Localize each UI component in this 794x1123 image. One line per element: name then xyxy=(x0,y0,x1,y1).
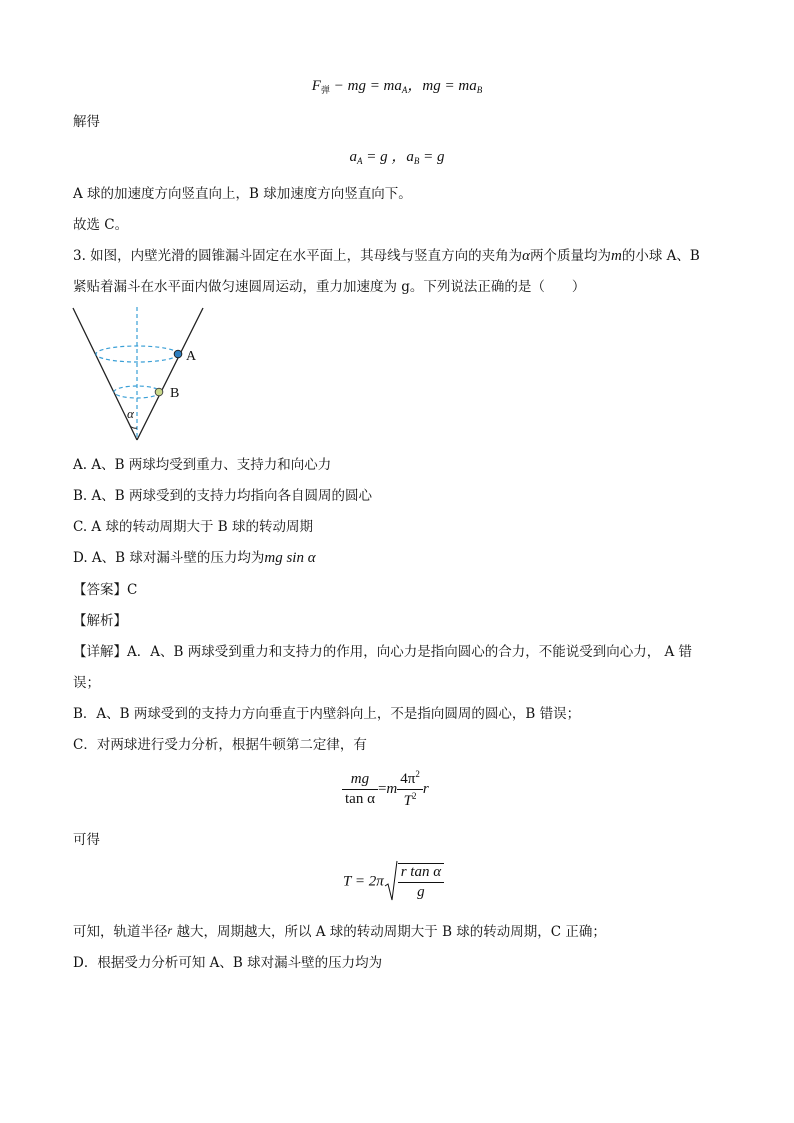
accel-a-symbol: a xyxy=(349,149,357,165)
conclusion-text-b: 越大，周期越大，所以 A 球的转动周期大于 B 球的转动周期，C 正确； xyxy=(172,924,606,940)
label-b: B xyxy=(170,386,180,401)
period-symbol: T xyxy=(403,793,412,809)
text-choose-c: 故选 C。 xyxy=(73,217,129,233)
radicand-denominator: g xyxy=(417,884,425,900)
period-lhs: T = 2π xyxy=(343,873,384,890)
equation-middle: − mg = ma xyxy=(329,78,402,94)
alpha-symbol: α xyxy=(522,248,531,264)
fraction-left-numerator: mg xyxy=(342,771,378,790)
text-acceleration-direction: A 球的加速度方向竖直向上，B 球加速度方向竖直向下。 xyxy=(73,186,412,202)
accel-b-subscript: B xyxy=(413,156,420,166)
equation-period-derivation xyxy=(342,769,429,810)
subscript-b: B xyxy=(476,85,483,95)
question-3-text-a: 3. 如图，内壁光滑的圆锥漏斗固定在水平面上，其母线与竖直方向的夹角为 xyxy=(73,248,523,264)
option-c: C. A 球的转动周期大于 B 球的转动周期 xyxy=(73,519,313,535)
detail-line-c: C．对两球进行受力分析，根据牛顿第二定律，有 xyxy=(73,737,367,753)
text-kede: 可得 xyxy=(73,832,100,848)
equals-sign: = xyxy=(377,780,387,797)
radicand xyxy=(398,863,444,901)
four-pi-exponent: 2 xyxy=(415,769,420,779)
question-3-text-b: 两个质量均为 xyxy=(530,248,612,264)
analysis-title: 【解析】 xyxy=(73,613,127,629)
radius-symbol: r xyxy=(422,780,429,797)
equation-second: ，mg = ma xyxy=(407,78,477,94)
option-d-math: mg sin α xyxy=(264,550,316,566)
conclusion-radius: r xyxy=(167,923,173,937)
detail-line-1: 【详解】A．A、B 两球受到重力和支持力的作用，向心力是指向圆心的合力，不能说受到向心力， A 错 xyxy=(73,644,693,660)
accel-b-symbol: a xyxy=(406,149,414,165)
equation-period-result xyxy=(343,860,444,904)
question-3-line-1 xyxy=(73,244,700,265)
radical-sign xyxy=(384,860,398,904)
option-a: A. A、B 两球均受到重力、支持力和向心力 xyxy=(73,457,332,473)
funnel-figure xyxy=(70,305,215,445)
force-subscript: 弹 xyxy=(320,85,330,95)
mass-symbol-eq: m xyxy=(386,780,398,797)
option-b: B. A、B 两球受到的支持力均指向各自圆周的圆心 xyxy=(73,488,372,504)
mass-symbol: m xyxy=(611,248,622,264)
accel-a-value: = g ， xyxy=(362,149,407,165)
detail-line-d: D．根据受力分析可知 A、B 球对漏斗壁的压力均为 xyxy=(73,955,383,971)
force-symbol: F xyxy=(311,78,321,94)
label-a: A xyxy=(186,349,197,364)
fraction-left xyxy=(342,771,378,808)
accel-a-subscript: A xyxy=(357,156,363,166)
ball-b xyxy=(155,388,163,396)
equation-newton-second-law xyxy=(0,74,794,96)
period-exponent: 2 xyxy=(411,791,417,801)
fraction-left-denominator: tan α xyxy=(345,791,375,807)
subscript-a: A xyxy=(401,85,408,95)
conclusion-text-a: 可知，轨道半径 xyxy=(73,924,168,940)
question-3-line-2: 紧贴着漏斗在水平面内做匀速圆周运动，重力加速度为 g。下列说法正确的是（ ） xyxy=(73,279,586,295)
text-conclusion xyxy=(73,920,606,940)
equation-accelerations xyxy=(0,145,794,166)
answer: 【答案】C xyxy=(73,582,138,598)
option-d xyxy=(73,546,316,567)
fraction-right-denominator xyxy=(397,790,423,810)
detail-line-b: B．A、B 两球受到的支持力方向垂直于内壁斜向上，不是指向圆周的圆心，B 错误； xyxy=(73,706,581,722)
question-3-text-c: 的小球 A、B xyxy=(621,248,700,264)
detail-line-2: 误； xyxy=(73,675,100,691)
fraction-right xyxy=(397,769,423,810)
funnel-right-wall xyxy=(137,308,203,440)
text-jiede-1: 解得 xyxy=(73,114,100,130)
option-d-text: D. A、B 球对漏斗壁的压力均为 xyxy=(73,550,265,566)
label-alpha: α xyxy=(127,406,134,421)
four-pi: 4π xyxy=(400,771,416,787)
radicand-numerator: r tan α xyxy=(398,864,444,883)
accel-b-value: = g xyxy=(419,149,445,165)
ball-a xyxy=(174,350,182,358)
fraction-right-numerator xyxy=(397,769,423,790)
